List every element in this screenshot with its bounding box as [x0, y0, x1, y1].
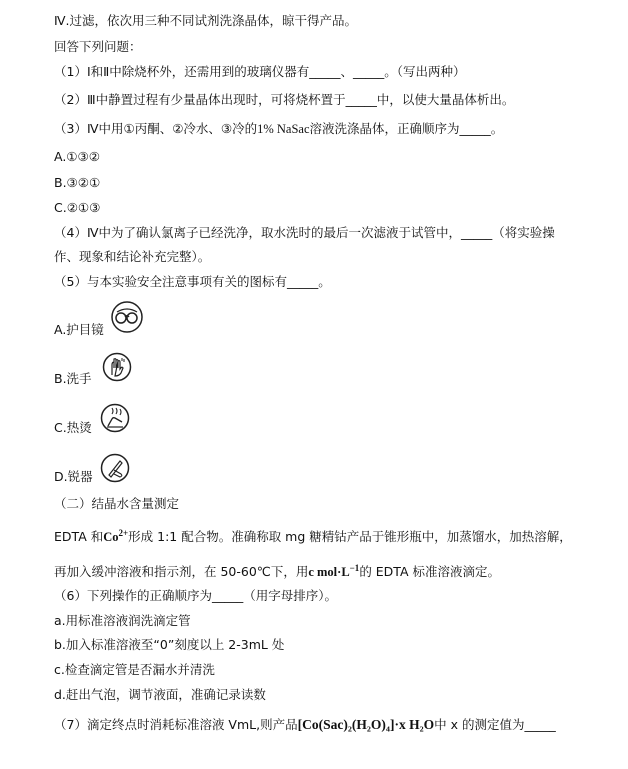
edta-pre: EDTA 和 [54, 529, 104, 545]
q6-option-c: c.检查滴定管是否漏水并清洗 [54, 662, 215, 677]
q5-option-a-label: A.护目镜 [54, 322, 104, 337]
cobalt-saccharin-formula: [Co(Sac)₂(H₂O)₄]·x H₂O [297, 717, 435, 732]
q5-option-b-label: B.洗手 [54, 371, 92, 386]
question-4-line2: 作、现象和结论补充完整）。 [54, 249, 211, 264]
nasac-formula: 1% NaSac [257, 122, 310, 136]
answer-prompt: 回答下列问题： [54, 39, 142, 54]
hand-wash-icon [102, 351, 132, 383]
q6-option-b: b.加入标准溶液至“0”刻度以上 2-3mL 处 [54, 637, 285, 652]
hot-surface-icon [100, 402, 130, 434]
question-7 [54, 716, 556, 734]
question-7-post: 中 x 的测定值为_____ [434, 717, 556, 732]
conc-text: c mol·L [308, 565, 350, 580]
question-5: （5）与本实验安全注意事项有关的图标有_____。 [54, 274, 331, 289]
q3-option-c: C.②①③ [54, 200, 101, 215]
cobalt-charge: 2+ [118, 528, 129, 538]
step-4-text: Ⅳ.过滤，依次用三种不同试剂洗涤晶体，晾干得产品。 [54, 13, 358, 28]
cobalt-ion [103, 530, 128, 544]
q5-option-c-label: C.热烫 [54, 420, 92, 435]
q5-option-d-label: D.锐器 [54, 469, 93, 484]
q3-option-b: B.③②① [54, 175, 101, 190]
question-4-line1: （4）Ⅳ中为了确认氯离子已经洗净，取水洗时的最后一次滤液于试管中，_____（将实验操 [54, 225, 555, 240]
buffer-post: 的 EDTA 标准溶液滴定。 [359, 564, 500, 580]
edta-line [54, 524, 572, 546]
section-2-heading: （二）结晶水含量测定 [54, 496, 180, 511]
question-3 [54, 120, 503, 138]
question-3-post: 溶液洗涤晶体，正确顺序为_____。 [309, 121, 504, 136]
buffer-line [54, 559, 500, 581]
question-7-pre: （7）滴定终点时消耗标准溶液 VmL,则产品 [54, 717, 298, 732]
edta-post: 形成 1:1 配合物。准确称取 mg 糖精钴产品于锥形瓶中，加蒸馏水，加热溶解， [128, 529, 572, 545]
cobalt-symbol: Co [103, 530, 119, 545]
question-1: （1）Ⅰ和Ⅱ中除烧杯外，还需用到的玻璃仪器有_____、_____。（写出两种） [54, 64, 466, 79]
sharp-object-icon [100, 452, 130, 484]
question-2: （2）Ⅲ中静置过程有少量晶体出现时，可将烧杯置于_____中，以使大量晶体析出。 [54, 92, 515, 107]
buffer-pre: 再加入缓冲溶液和指示剂，在 50-60℃下，用 [54, 564, 309, 580]
question-3-pre: （3）Ⅳ中用①丙酮、②冷水、③冷的 [54, 121, 258, 136]
q6-option-a: a.用标准溶液润洗滴定管 [54, 613, 191, 628]
q3-option-a: A.①③② [54, 149, 100, 164]
q6-option-d: d.赶出气泡，调节液面，准确记录读数 [54, 687, 266, 702]
question-6: （6）下列操作的正确顺序为_____（用字母排序）。 [54, 588, 337, 603]
conc-exponent: −1 [349, 563, 360, 573]
concentration-unit [308, 565, 359, 579]
goggles-icon [110, 300, 144, 334]
